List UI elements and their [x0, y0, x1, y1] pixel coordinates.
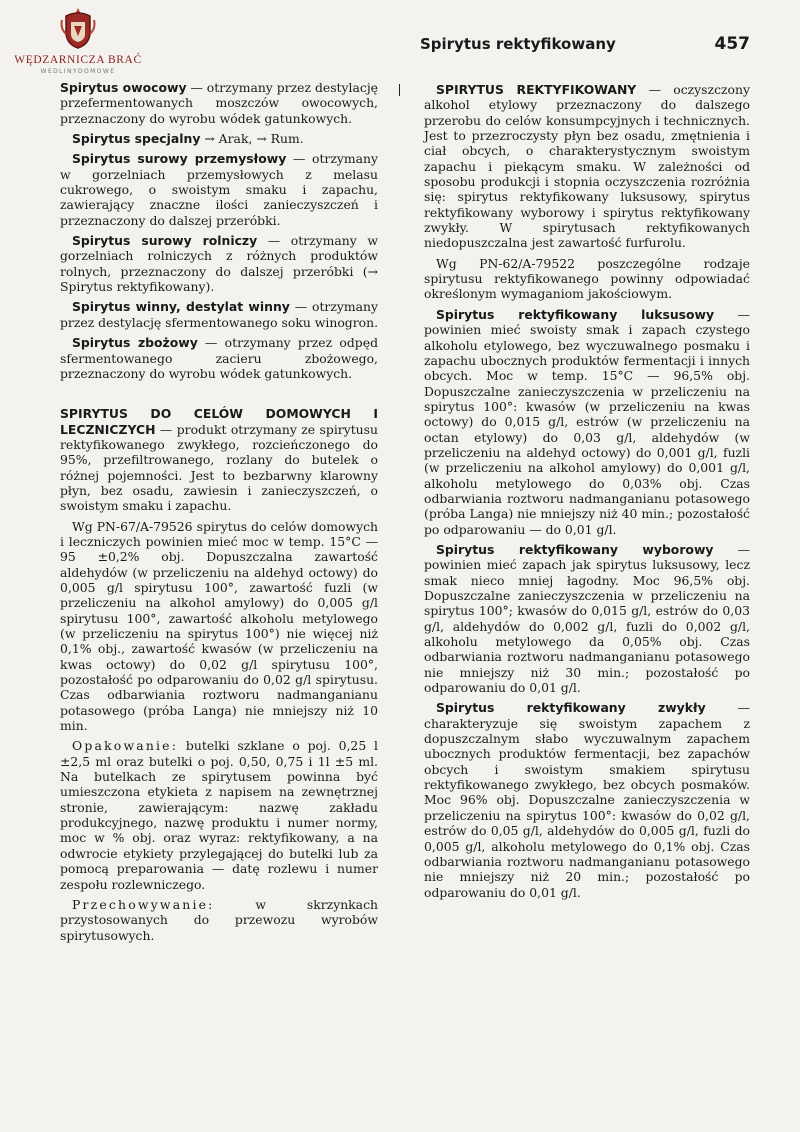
section-spirytus-rektyfikowany: [424, 82, 750, 251]
entry-text: — powinien mieć zapach jak spirytus luksusowy, lecz smak nieco mniej łagodny. Moc 96,5% obj. Dopuszczalne zanieczyszczenia w przeliczeniu na spirytus 100°; kwasów do 0,015 g/l, estrów do 0,03 g/l, aldehydów do 0,002 g/l, fuzli do 0,002 g/l, alkoholu metylowego da 0,05% obj. Czas odbarwiania roztworu nadmanganianu potasowego nie mniejszy niż 30 min.; pozostałość po odparowaniu do 0,01 g/l.: [424, 541, 750, 696]
left-column: [60, 80, 378, 948]
logo-brand-text: WĘDZARNICZA BRAĆ: [14, 54, 142, 66]
entry-term: Spirytus rektyfikowany zwykły: [436, 700, 706, 716]
page-number: 457: [714, 34, 750, 54]
section-gap: [60, 386, 378, 406]
entry-text: — otrzymany w gorzelniach rolniczych z różnych produktów rolnych, przeznaczony do dalszej przeróbki (→ Spirytus rektyfikowany).: [60, 233, 378, 295]
entry-spirytus-zbozowy: [60, 335, 378, 381]
section-text: — oczyszczony alkohol etylowy przeznaczony do dalszego przerobu do celów konsumpcyjnych i technicznych. Jest to przezroczysty płyn bez osadu, zmętnienia i ciał obcych, o charakterystycznym swoistym zapachu i piekącym smaku. W zależności od sposobu produkcji i stopnia oczyszczenia rozróżnia się: spirytus rektyfikowany luksusowy, spirytus rektyfikowany wyborowy i spirytus rektyfikowany zwykły. W spirytusach rektyfikowanych niedopuszczalna jest zawartość furfurolu.: [424, 82, 750, 251]
section-heading: SPIRYTUS DO CELÓW DOMOWYCH I LECZNICZYCH: [60, 406, 378, 437]
crest-icon: [58, 6, 98, 50]
storage-label: Przechowywanie:: [72, 896, 215, 912]
section-text: — produkt otrzymany ze spirytusu rektyfikowanego zwykłego, rozcieńczonego do 95%, przefiltrowanego, rozlany do butelek o różnej pojemności. Jest to bezbarwny klarowny płyn, bez osadu, zawiesin i zanieczyszczeń, o swoistym smaku i zapachu.: [60, 421, 378, 514]
entry-spirytus-owocowy: [60, 80, 378, 126]
packaging-text: butelki szklane o poj. 0,25 l ±2,5 ml oraz butelki o poj. 0,50, 0,75 i 1l ±5 ml. Na butelkach ze spirytusem powinna być umieszczona etykieta z napisem na zewnętrznej stronie, zawierającym: nazwę zakładu produkcyjnego, nazwę produktu i numer normy, moc w % obj. oraz wyraz: rektyfikowany, a na odwrocie etykiety przylegającej do butelki lub za pomocą preparowania — datę rozlewu i numer zespołu rozlewniczego.: [60, 738, 378, 892]
entry-term: Spirytus specjalny: [72, 131, 201, 147]
entry-text: — charakteryzuje się swoistym zapachem z dopuszczalnym słabo wyczuwalnym zapachem ubocznych produktów fermentacji, bez zapachów obcych i swoistym smakiem spirytusu rektyfikowanego zwykłego, bez obcych posmaków. Moc 96% obj. Dopuszczalne zanieczyszczenia w przeliczeniu na spirytus 100°: kwasów do 0,02 g/l, estrów do 0,05 g/l, aldehydów do 0,005 g/l, fuzli do 0,005 g/l, alkoholu metylowego do 0,1% obj. Czas odbarwiania roztworu nadmanganianu potasowego nie mniejszy niż 20 min.; pozostałość po odparowaniu do 0,01 g/l.: [424, 700, 750, 900]
running-title: Spirytus rektyfikowany: [420, 35, 616, 53]
entry-spirytus-specjalny: [60, 131, 378, 146]
entry-term: Spirytus surowy rolniczy: [72, 233, 258, 249]
entry-spirytus-winny: [60, 299, 378, 330]
column-divider: [399, 84, 400, 96]
entry-text: — powinien mieć swoisty smak i zapach czystego alkoholu etylowego, bez wyczuwalnego posmaku i zapachu ubocznych produktów fermentacji i innych obcych. Moc w temp. 15°C — 96,5% obj. Dopuszczalne zanieczyszczenia w przeliczeniu na spirytus 100°: kwasów (w przeliczeniu na kwas octowy) do 0,015 g/l, estrów (w przeliczeniu na octan etylowy) do 0,03 g/l, aldehydów (w przeliczeniu na aldehyd octowy) do 0,001 g/l, fuzli (w przeliczeniu na alkohol amylowy) do 0,001 g/l, alkoholu metylowego do 0,03% obj. Czas odbarwiania roztworu nadmanganianu potasowego (próba Langa) nie mniejszy niż 40 min.; pozostałość po odparowaniu — do 0,01 g/l.: [424, 306, 750, 537]
entry-text: → Arak, → Rum.: [200, 131, 304, 147]
section-heading: SPIRYTUS REKTYFIKOWANY: [436, 82, 637, 97]
entry-term: Spirytus rektyfikowany wyborowy: [436, 541, 714, 557]
entry-rektyfikowany-luksusowy: [424, 307, 750, 537]
entry-term: Spirytus surowy przemysłowy: [72, 151, 287, 167]
entry-text: — otrzymany przez destylację przefermentowanych moszczów owocowych, przeznaczony do wyrobu wódek gatunkowych.: [60, 80, 379, 126]
norm-paragraph: Wg PN-67/A-79526 spirytus do celów domowych i leczniczych powinien mieć moc w temp. 15°C — 95 ±0,2% obj. Dopuszczalna zawartość aldehydów (w przeliczeniu na aldehyd octowy) do 0,005 g/l spirytusu 100°, zawartość fuzli (w przeliczeniu na alkohol amylowy) do 0,005 g/l spirytusu 100°, zawartość alkoholu metylowego (w przeliczeniu na spirytus 100°) nie więcej niż 0,1% obj., zawartość kwasów (w przeliczeniu na kwas octowy) do 0,02 g/l spirytusu 100°, pozostałość po odparowaniu do 0,02 g/l spirytusu. Czas odbarwiania roztworu nadmanganianu potasowego (próba Langa) nie mniejszy niż 10 min.: [60, 518, 378, 734]
entry-term: Spirytus winny, destylat winny: [72, 299, 290, 315]
entry-text: — otrzymany w gorzelniach przemysłowych z melasu cukrowego, o swoistym smaku i zapachu, zawierający znaczne ilości zanieczyszczeń i przeznaczony do dalszej przeróbki.: [60, 151, 378, 228]
entry-spirytus-surowy-rolniczy: [60, 233, 378, 294]
packaging-label: Opakowanie:: [72, 738, 179, 754]
right-column: [424, 82, 750, 905]
entry-term: Spirytus zbożowy: [72, 335, 198, 351]
entry-term: Spirytus owocowy: [60, 80, 187, 95]
page-header: [420, 34, 750, 54]
section-spirytus-domowy: [60, 406, 378, 513]
entry-rektyfikowany-zwykly: [424, 700, 750, 899]
storage-text: w skrzynkach przystosowanych do przewozu wyrobów spirytusowych.: [60, 896, 378, 943]
packaging-paragraph: [60, 738, 378, 891]
entry-term: Spirytus rektyfikowany luksusowy: [436, 306, 715, 322]
norm-paragraph: Wg PN-62/A-79522 poszczególne rodzaje spirytusu rektyfikowanego powinny odpowiadać określonym wymaganiom jakościowym.: [424, 255, 750, 302]
logo-subtitle: WEDLINYDOMOWE: [40, 68, 116, 75]
entry-text: — otrzymany przez odpęd sfermentowanego zacieru zbożowego, przeznaczony do wyrobu wódek gatunkowych.: [60, 335, 378, 381]
entry-text: — otrzymany przez destylację sfermentowanego soku winogron.: [60, 299, 379, 330]
storage-paragraph: [60, 897, 378, 943]
entry-spirytus-surowy-przemyslowy: [60, 151, 378, 228]
entry-rektyfikowany-wyborowy: [424, 542, 750, 695]
